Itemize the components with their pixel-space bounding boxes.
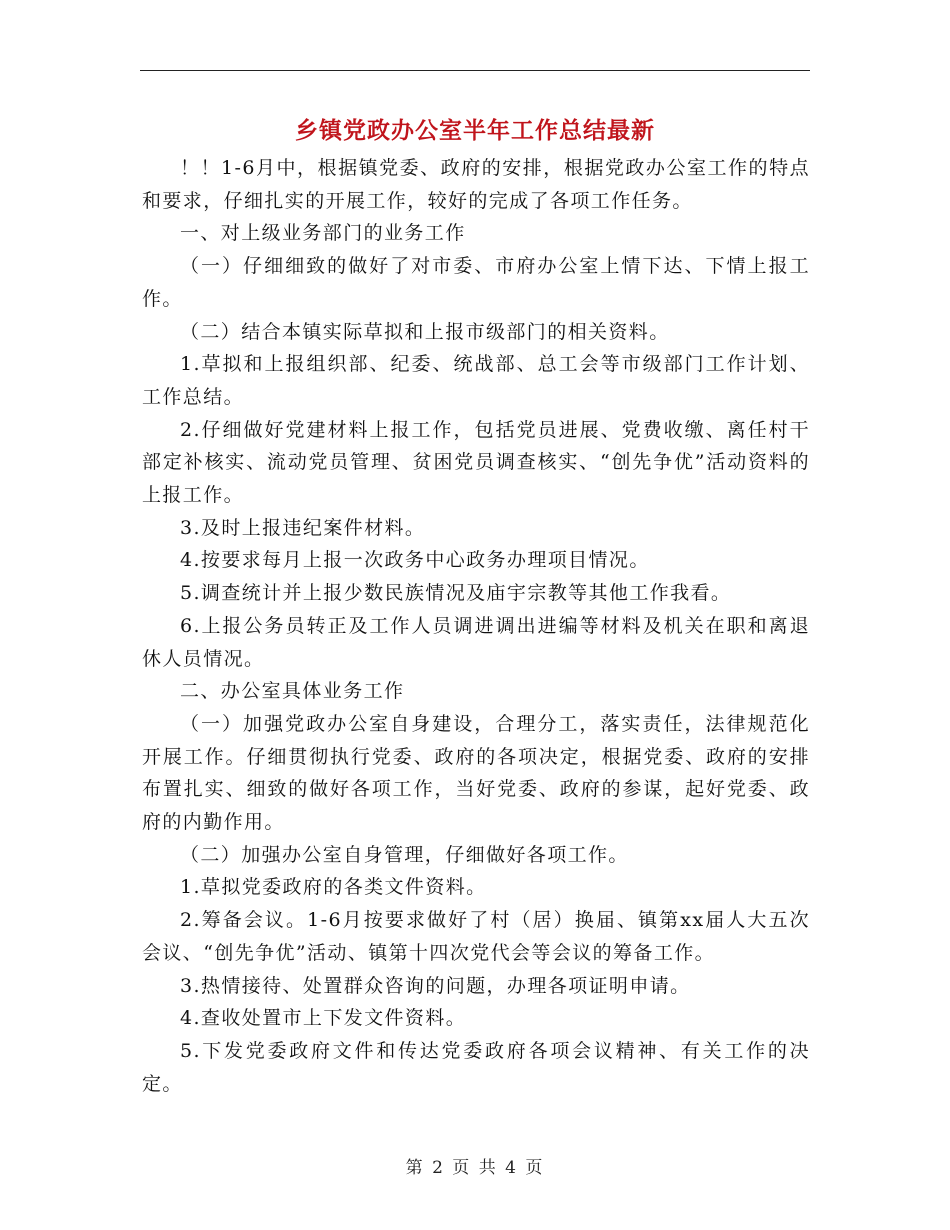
header-rule xyxy=(140,70,810,71)
page-number-footer: 第 2 页 共 4 页 xyxy=(405,1158,545,1178)
document-title: 乡镇党政办公室半年工作总结最新 xyxy=(295,117,655,144)
list-item: 2.仔细做好党建材料上报工作，包括党员进展、党费收缴、离任村干部定补核实、流动党员管理、贫困党员调查核实、“创先争优”活动资料的上报工作。 xyxy=(142,418,810,507)
list-item: 1.草拟党委政府的各类文件资料。 xyxy=(180,876,487,899)
paragraph: （一）加强党政办公室自身建设，合理分工，落实责任，法律规范化开展工作。仔细贯彻执行党委、政府的各项决定，根据党委、政府的安排布置扎实、细致的做好各项工作，当好党委、政府的参谋，起好党委、政府的内勤作用。 xyxy=(142,712,810,834)
list-item: 4.按要求每月上报一次政务中心政务办理项目情况。 xyxy=(180,549,650,572)
list-item: 3.及时上报违纪案件材料。 xyxy=(180,516,426,539)
section-heading: 一、对上级业务部门的业务工作 xyxy=(180,222,466,245)
paragraph: （二）加强办公室自身管理，仔细做好各项工作。 xyxy=(180,843,629,866)
list-item: 6.上报公务员转正及工作人员调进调出进编等材料及机关在职和离退休人员情况。 xyxy=(142,614,810,670)
paragraph: （一）仔细细致的做好了对市委、市府办公室上情下达、下情上报工作。 xyxy=(142,255,810,310)
list-item: 4.查收处置市上下发文件资料。 xyxy=(180,1007,467,1030)
document-body xyxy=(142,152,810,1100)
list-item: 1.草拟和上报组织部、纪委、统战部、总工会等市级部门工作计划、工作总结。 xyxy=(142,353,810,408)
section-heading: 二、办公室具体业务工作 xyxy=(180,680,405,703)
list-item: 3.热情接待、处置群众咨询的问题，办理各项证明申请。 xyxy=(180,974,691,997)
list-item: 5.调查统计并上报少数民族情况及庙宇宗教等其他工作我看。 xyxy=(180,582,732,605)
list-item: 2.筹备会议。1-6月按要求做好了村（居）换届、镇第xx届人大五次会议、“创先争优”活动、镇第十四次党代会等会议的筹备工作。 xyxy=(142,909,810,964)
paragraph: ！！1-6月中，根据镇党委、政府的安排，根据党政办公室工作的特点和要求，仔细扎实的开展工作，较好的完成了各项工作任务。 xyxy=(142,157,810,212)
paragraph: （二）结合本镇实际草拟和上报市级部门的相关资料。 xyxy=(180,320,670,343)
list-item: 5.下发党委政府文件和传达党委政府各项会议精神、有关工作的决定。 xyxy=(142,1039,810,1095)
